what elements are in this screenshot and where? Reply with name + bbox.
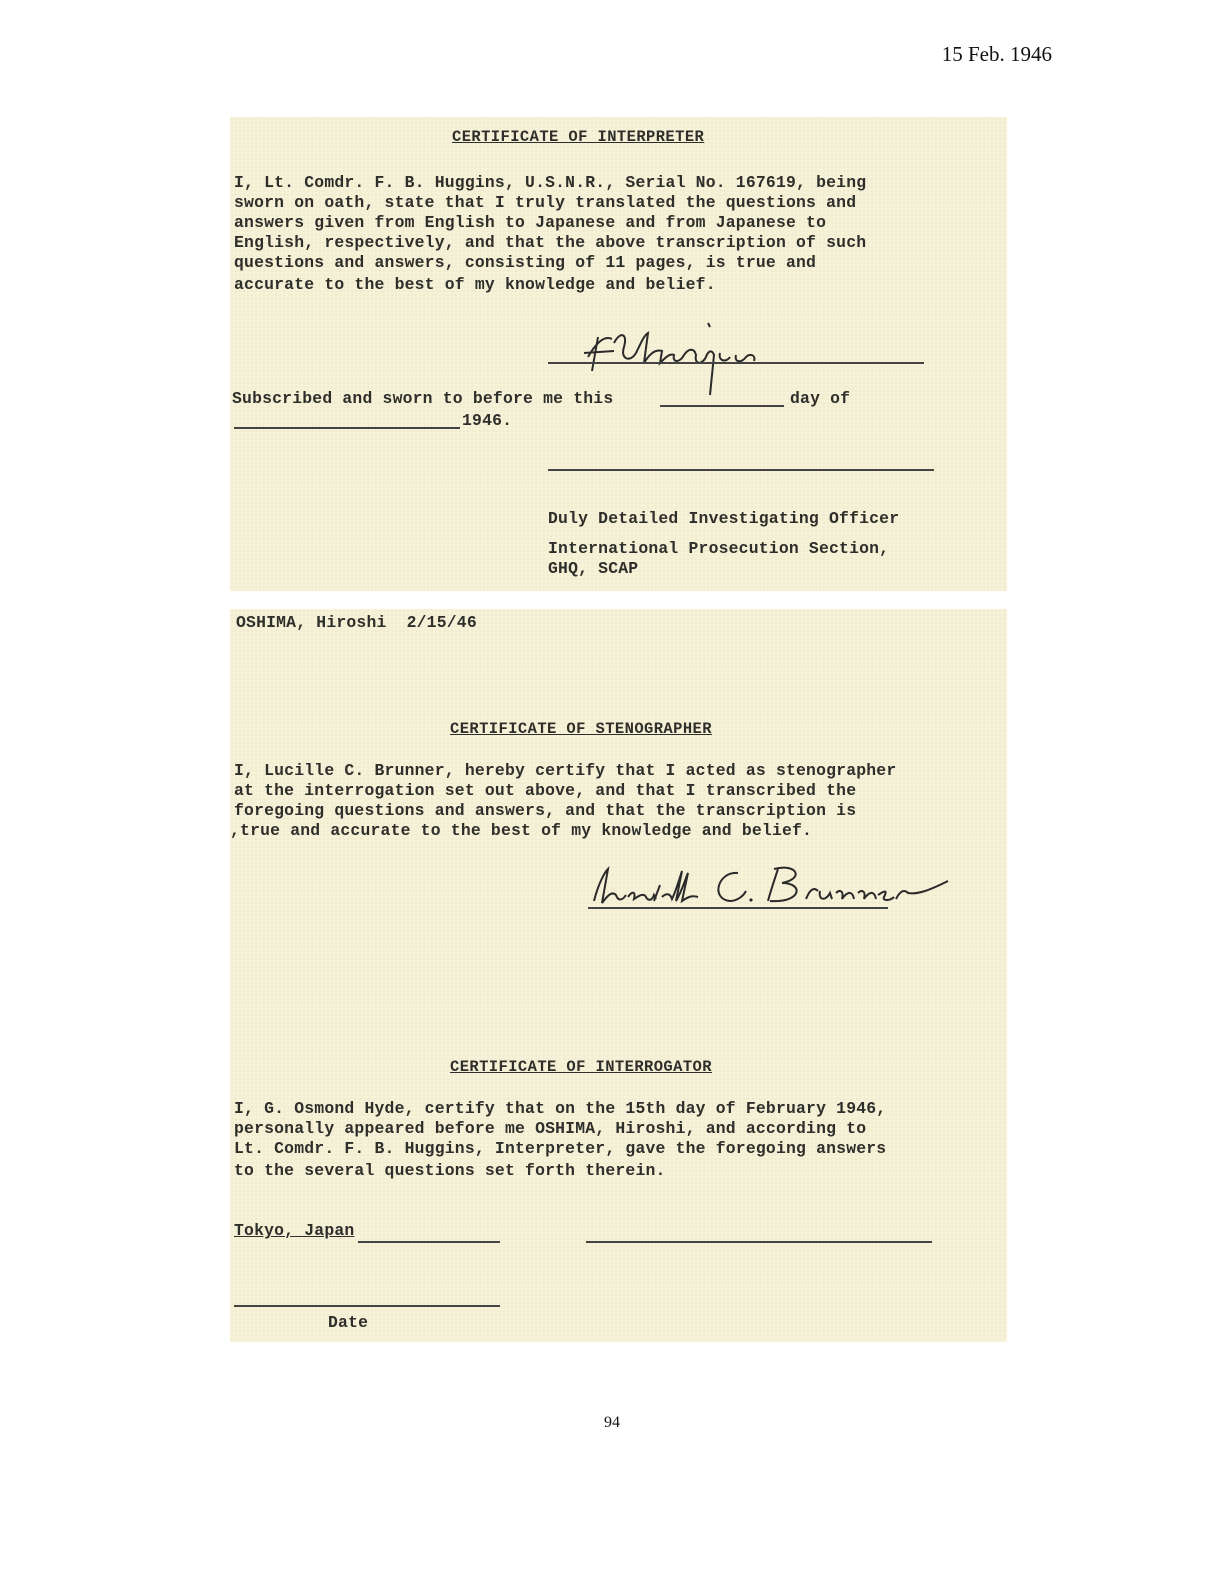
place-line [358, 1241, 500, 1243]
interrogator-signature-line [586, 1241, 932, 1243]
interpreter-body-line: questions and answers, consisting of 11 pages, is true and [234, 253, 817, 272]
interpreter-body-line: answers given from English to Japanese and from Japanese to [234, 213, 827, 232]
interpreter-body-line: sworn on oath, state that I truly translated the questions and [234, 193, 857, 212]
section-line: International Prosecution Section, [548, 539, 890, 558]
subscribed-text: Subscribed and sworn to before me this [232, 389, 614, 408]
stenographer-body-line: at the interrogation set out above, and that I transcribed the [234, 781, 857, 800]
interpreter-signature-line [548, 362, 924, 364]
interrogator-certificate-title: CERTIFICATE OF INTERROGATOR [450, 1058, 712, 1076]
month-blank [234, 427, 460, 429]
date-label: Date [328, 1313, 369, 1332]
stenographer-body-line: I, Lucille C. Brunner, hereby certify that I acted as stenographer [234, 761, 897, 780]
year-text: 1946. [462, 411, 513, 430]
day-blank [660, 405, 784, 407]
interpreter-certificate-scan [230, 117, 1007, 591]
stenographer-signature-line [588, 907, 888, 909]
interpreter-body-line: accurate to the best of my knowledge and belief. [234, 275, 716, 294]
section-line: GHQ, SCAP [548, 559, 639, 578]
interrogator-body-line: personally appeared before me OSHIMA, Hiroshi, and according to [234, 1119, 867, 1138]
stenographer-body-line: ,true and accurate to the best of my knowledge and belief. [230, 821, 813, 840]
officer-signature-line [548, 469, 934, 471]
stenographer-body-line: foregoing questions and answers, and that the transcription is [234, 801, 857, 820]
interpreter-body-line: I, Lt. Comdr. F. B. Huggins, U.S.N.R., Serial No. 167619, being [234, 173, 867, 192]
interpreter-body-line: English, respectively, and that the above transcription of such [234, 233, 867, 252]
date-line [234, 1305, 500, 1307]
place-text: Tokyo, Japan [234, 1221, 355, 1240]
day-of-text: day of [790, 389, 851, 408]
page-number: 94 [604, 1414, 620, 1431]
officer-title: Duly Detailed Investigating Officer [548, 509, 900, 528]
interrogator-body-line: to the several questions set forth therein. [234, 1161, 666, 1180]
interpreter-certificate-title: CERTIFICATE OF INTERPRETER [452, 128, 705, 146]
stenographer-interrogator-scan [230, 609, 1007, 1342]
interrogator-body-line: I, G. Osmond Hyde, certify that on the 15th day of February 1946, [234, 1099, 887, 1118]
case-label: OSHIMA, Hiroshi 2/15/46 [236, 613, 477, 632]
header-date: 15 Feb. 1946 [941, 42, 1052, 66]
stenographer-certificate-title: CERTIFICATE OF STENOGRAPHER [450, 720, 712, 738]
interrogator-body-line: Lt. Comdr. F. B. Huggins, Interpreter, gave the foregoing answers [234, 1139, 887, 1158]
